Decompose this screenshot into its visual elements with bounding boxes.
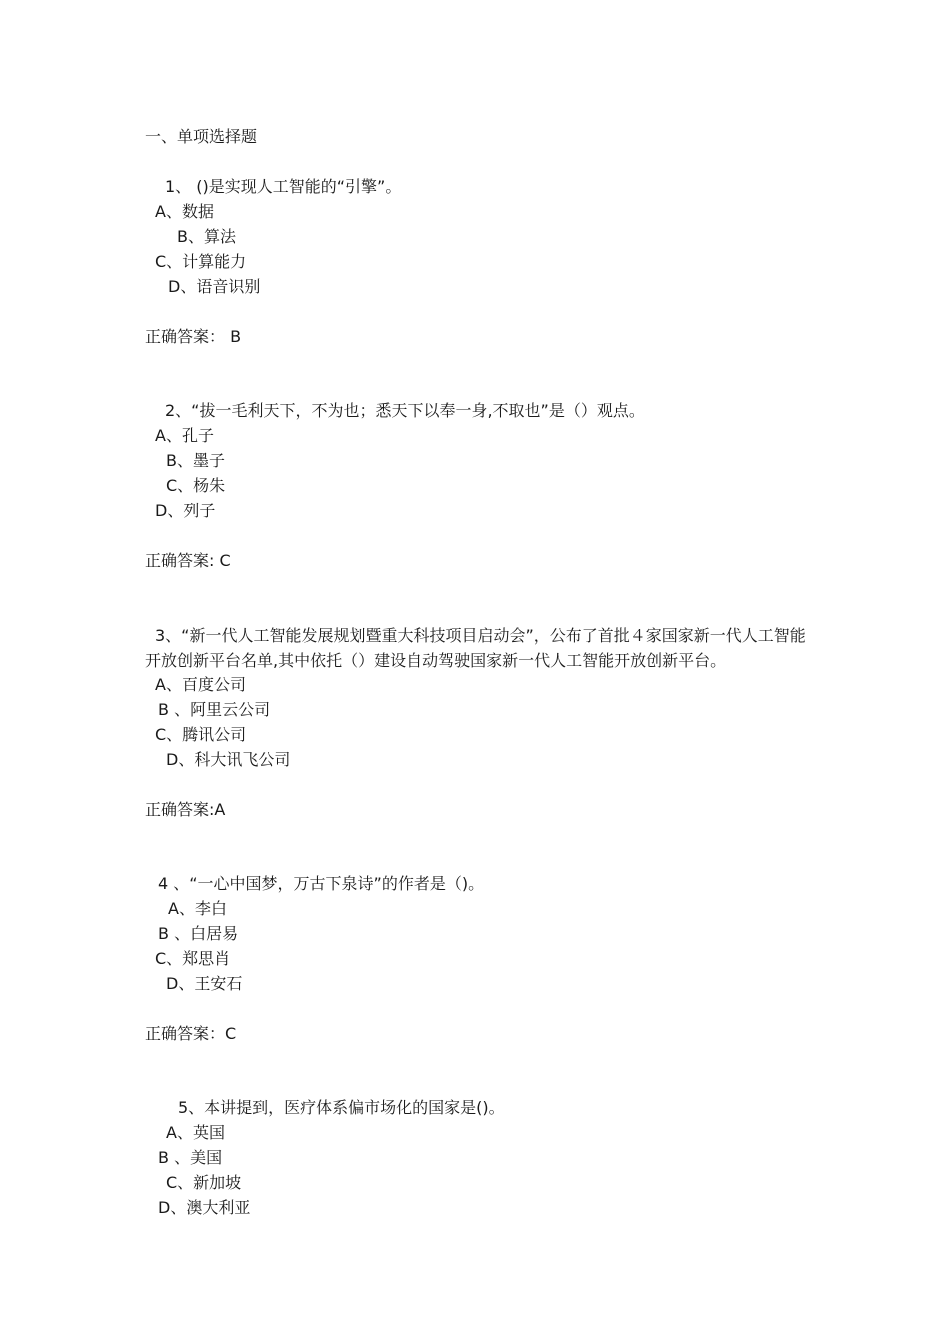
option-a: A、英国	[166, 1123, 225, 1142]
option-a: A、百度公司	[155, 675, 246, 694]
section-title: 一、单项选择题	[145, 127, 258, 146]
option-c: C、腾讯公司	[155, 725, 247, 744]
question-stem: 2、“拔一毛利天下，不为也；悉天下以奉一身,不取也”是（）观点。	[165, 401, 645, 420]
correct-answer: 正确答案: C	[145, 551, 231, 570]
option-d: D、王安石	[166, 974, 243, 993]
option-c: C、郑思肖	[155, 949, 231, 968]
option-a: A、孔子	[155, 426, 214, 445]
option-c: C、计算能力	[155, 252, 247, 271]
option-d: D、列子	[155, 501, 216, 520]
question-stem: 5、本讲提到，医疗体系偏市场化的国家是()。	[178, 1098, 505, 1117]
option-d: D、澳大利亚	[158, 1198, 251, 1217]
correct-answer: 正确答案： B	[145, 327, 242, 346]
question-stem: 4 、“一心中国梦，万古下泉诗”的作者是（)。	[158, 874, 485, 893]
correct-answer: 正确答案：C	[145, 1024, 237, 1043]
option-d: D、语音识别	[168, 277, 261, 296]
option-b: B 、美国	[158, 1148, 223, 1167]
option-b: B 、白居易	[158, 924, 239, 943]
option-c: C、新加坡	[166, 1173, 242, 1192]
option-b: B、墨子	[166, 451, 225, 470]
option-b: B 、阿里云公司	[158, 700, 271, 719]
option-c: C、杨朱	[166, 476, 226, 495]
question-stem: 1、 ()是实现人工智能的“引擎”。	[165, 177, 402, 196]
option-b: B、算法	[177, 227, 236, 246]
question-stem: 3、“新一代人工智能发展规划暨重大科技项目启动会”，公布了首批４家国家新一代人工智能开放创新平台名单,其中依托（）建设自动驾驶国家新一代人工智能开放创新平台。	[145, 626, 806, 670]
option-a: A、李白	[168, 899, 227, 918]
option-a: A、数据	[155, 202, 214, 221]
correct-answer: 正确答案:A	[145, 800, 226, 819]
option-d: D、科大讯飞公司	[166, 750, 291, 769]
